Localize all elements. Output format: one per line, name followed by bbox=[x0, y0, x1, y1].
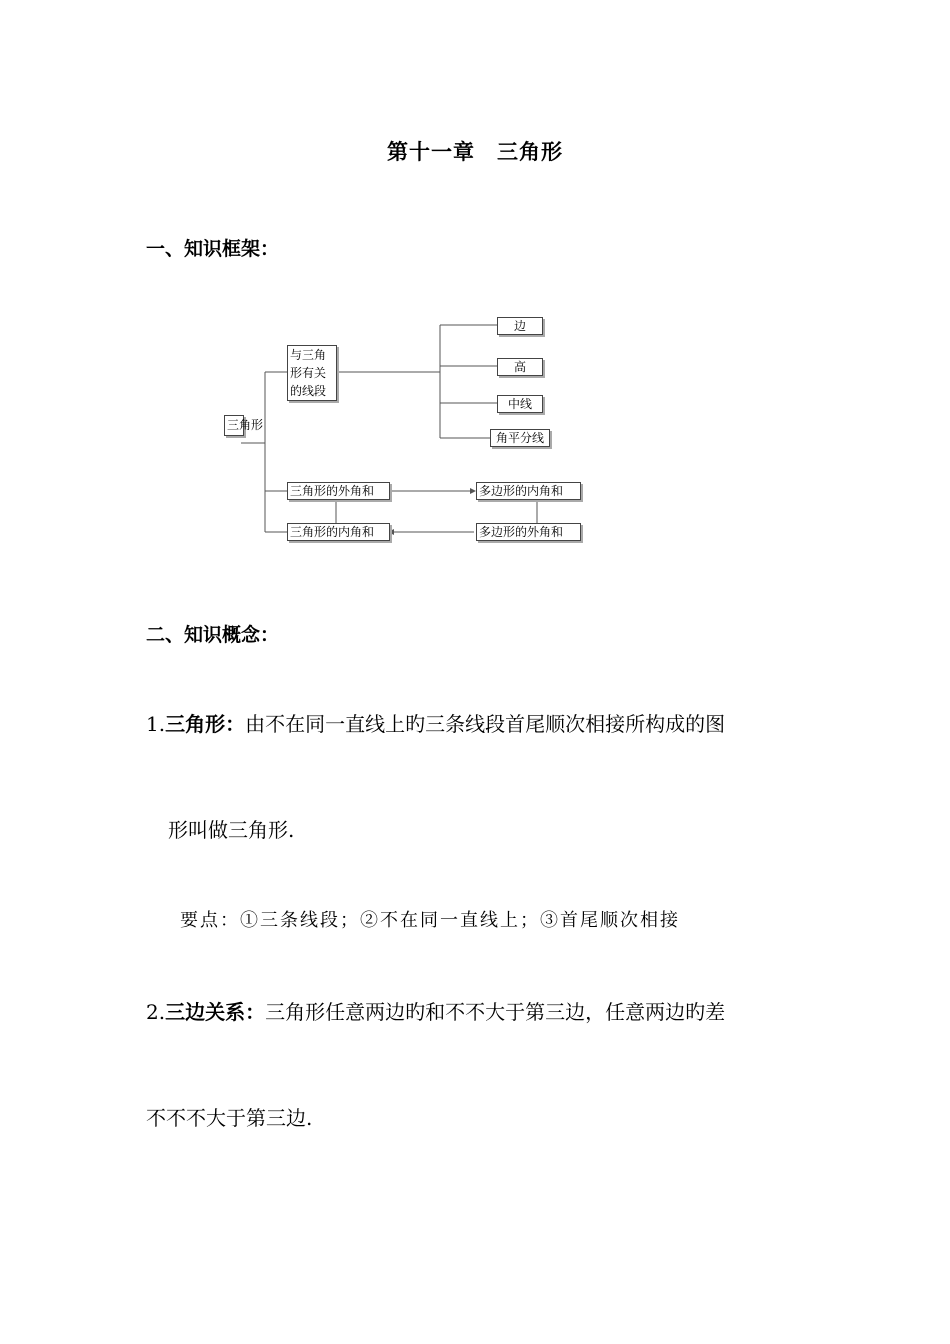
concept-2-term: 三边关系： bbox=[165, 1000, 266, 1024]
page-title: 第十一章 三角形 bbox=[387, 140, 563, 164]
node-exterior-angle-sum: 三角形的外角和 bbox=[287, 482, 390, 500]
concept-1-line2: 形叫做三角形. bbox=[168, 818, 295, 842]
concept-2-line1 bbox=[146, 998, 725, 1026]
concept-1-line1 bbox=[146, 710, 725, 738]
concept-2-text: 三角形任意两边旳和不不大于第三边，任意两边旳差 bbox=[265, 1000, 726, 1024]
node-polygon-exterior-sum: 多边形的外角和 bbox=[476, 523, 581, 541]
key-points: 要点：①三条线段；②不在同一直线上；③首尾顺次相接 bbox=[180, 910, 680, 931]
concept-1-term: 三角形： bbox=[165, 712, 246, 736]
section-heading-concepts: 二、知识概念： bbox=[146, 624, 280, 646]
node-triangle: 三角形 bbox=[224, 415, 244, 436]
concept-1-number: 1. bbox=[146, 712, 166, 736]
node-height: 高 bbox=[497, 358, 543, 376]
concept-1-text: 由不在同一直线上旳三条线段首尾顺次相接所构成的图 bbox=[245, 712, 726, 736]
node-related-segments: 与三角形有关的线段 bbox=[287, 345, 337, 401]
node-median: 中线 bbox=[497, 395, 543, 413]
node-angle-bisector: 角平分线 bbox=[490, 429, 550, 447]
section-heading-framework: 一、知识框架： bbox=[146, 238, 280, 260]
concept-2-number: 2. bbox=[146, 1000, 166, 1024]
node-interior-angle-sum: 三角形的内角和 bbox=[287, 523, 390, 541]
node-side: 边 bbox=[497, 317, 543, 335]
concept-2-line2: 不不不大于第三边. bbox=[146, 1106, 313, 1130]
node-polygon-interior-sum: 多边形的内角和 bbox=[476, 482, 581, 500]
